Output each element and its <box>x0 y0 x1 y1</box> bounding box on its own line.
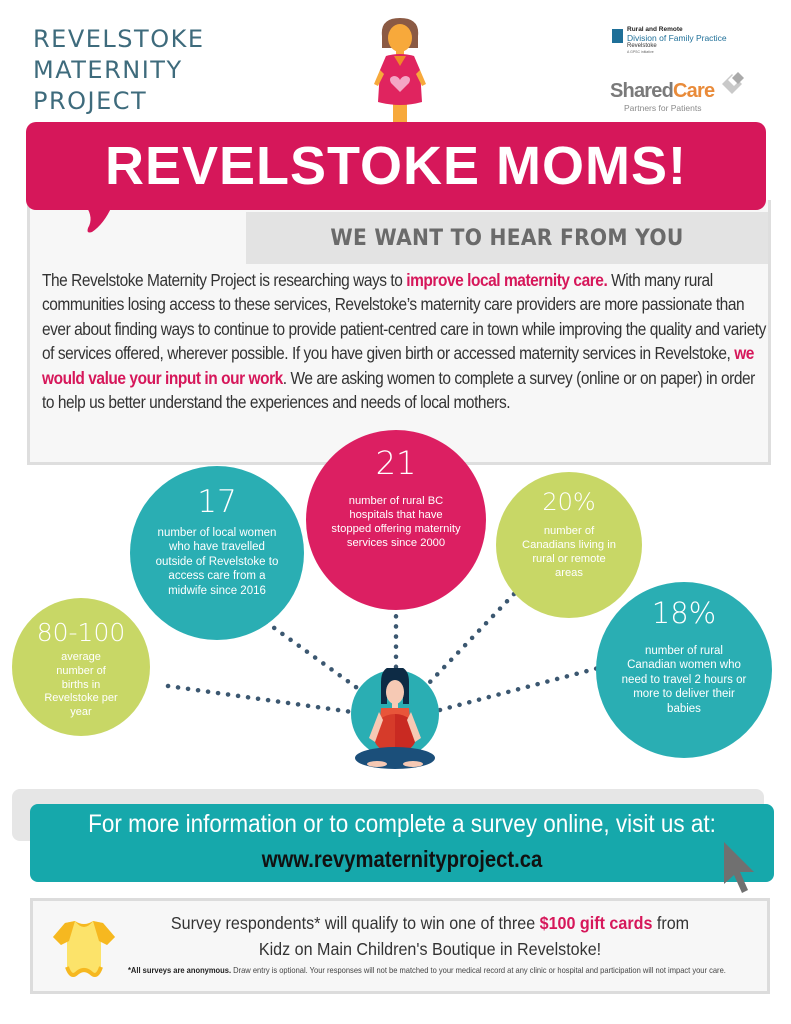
mouse-cursor-icon <box>722 842 756 894</box>
logo-text: Rural and Remote <box>627 26 683 33</box>
project-title-line: REVELSTOKE <box>33 25 205 53</box>
stat-description: number of local women who have travelled outside of Revelstoke to access care from a midwife since 2016 <box>155 527 279 597</box>
prize-text <box>120 913 740 934</box>
prize-text-part: from <box>652 913 690 933</box>
intro-highlight: improve local maternity care. <box>406 270 608 290</box>
stat-description: number of Canadians living in rural or remote areas <box>522 525 616 579</box>
anonymity-note <box>128 965 758 975</box>
stat-description: number of rural Canadian women who need to travel 2 hours or more to deliver their babies <box>621 645 747 715</box>
stat-value: 80-100 <box>36 618 126 647</box>
stat-circle-rural-canadians <box>496 472 642 618</box>
headline: REVELSTOKE MOMS! <box>104 136 688 196</box>
stat-value: 20% <box>542 488 596 516</box>
stat-circle-births <box>12 598 150 736</box>
intro-highlight: we would value your input in our work <box>42 343 754 388</box>
shared-care-shape-icon <box>718 70 746 94</box>
cta-text: For more information or to complete a survey online, visit us at: <box>88 810 716 838</box>
logo-text: Division of Family Practice <box>627 33 727 43</box>
stat-value: 18% <box>651 596 717 630</box>
intro-paragraph <box>42 268 769 414</box>
brand-text: Care <box>673 80 715 102</box>
stat-circle-travel-to-deliver <box>596 582 772 758</box>
brand-text: Shared <box>610 80 674 102</box>
subheadline-bar <box>246 212 768 264</box>
speech-bubble-tail-icon <box>82 206 122 234</box>
shared-care-tagline: Partners for Patients <box>624 103 702 113</box>
logo-text: A GPSC initiative <box>627 50 654 54</box>
stat-description: number of rural BC hospitals that have stopped offering maternity services since 2000 <box>331 495 461 549</box>
stat-description: average number of births in Revelstoke per year <box>44 651 118 718</box>
project-title <box>33 24 204 117</box>
intro-text: With many rural communities losing access to these services, Revelstoke’s maternity care providers are more passionate than ever about finding ways to continue to provide patient-centred care in town while improving the quality and variety of services offered, wherever possible. If you have given birth or accessed maternity services in Revelstoke, <box>42 270 766 364</box>
prize-text-part: Survey respondents* will qualify to win one of three <box>170 913 540 933</box>
anonymity-note-text: Draw entry is optional. Your responses will not be matched to your medical record at any clinic or hospital and participation will not impact your care. <box>231 965 726 975</box>
meditating-pregnant-woman-icon <box>345 668 445 773</box>
stat-circle-midwife-travel <box>130 466 304 640</box>
intro-text: The Revelstoke Maternity Project is researching ways to <box>42 270 407 290</box>
intro-text: . We are asking women to complete a survey (online or on paper) in order to help us better understand the experiences and needs of local mothers. <box>42 367 755 413</box>
logo-text: Revelstoke <box>627 43 657 49</box>
subheadline: WE WANT TO HEAR FROM YOU <box>330 225 684 251</box>
cta-banner <box>30 804 774 882</box>
pregnant-woman-icon <box>360 14 440 124</box>
project-title-line: MATERNITY <box>33 56 183 84</box>
stat-circle-hospitals <box>306 430 486 610</box>
website-link[interactable]: www.revymaternityproject.ca <box>261 846 543 872</box>
shared-care-brand <box>610 80 714 103</box>
headline-banner <box>26 122 766 210</box>
prize-text: Kidz on Main Children's Boutique in Revelstoke! <box>258 939 602 959</box>
baby-onesie-icon <box>51 919 117 981</box>
shared-care-logo <box>610 70 750 115</box>
division-logo-mark-icon <box>612 29 623 43</box>
stat-value: 17 <box>197 484 237 520</box>
rural-remote-division-logo <box>612 26 782 56</box>
project-title-line: PROJECT <box>33 87 148 115</box>
anonymity-note-bold: *All surveys are anonymous. <box>128 965 232 975</box>
prize-box <box>30 898 770 994</box>
prize-highlight: $100 gift cards <box>539 913 653 933</box>
stat-value: 21 <box>375 444 417 482</box>
